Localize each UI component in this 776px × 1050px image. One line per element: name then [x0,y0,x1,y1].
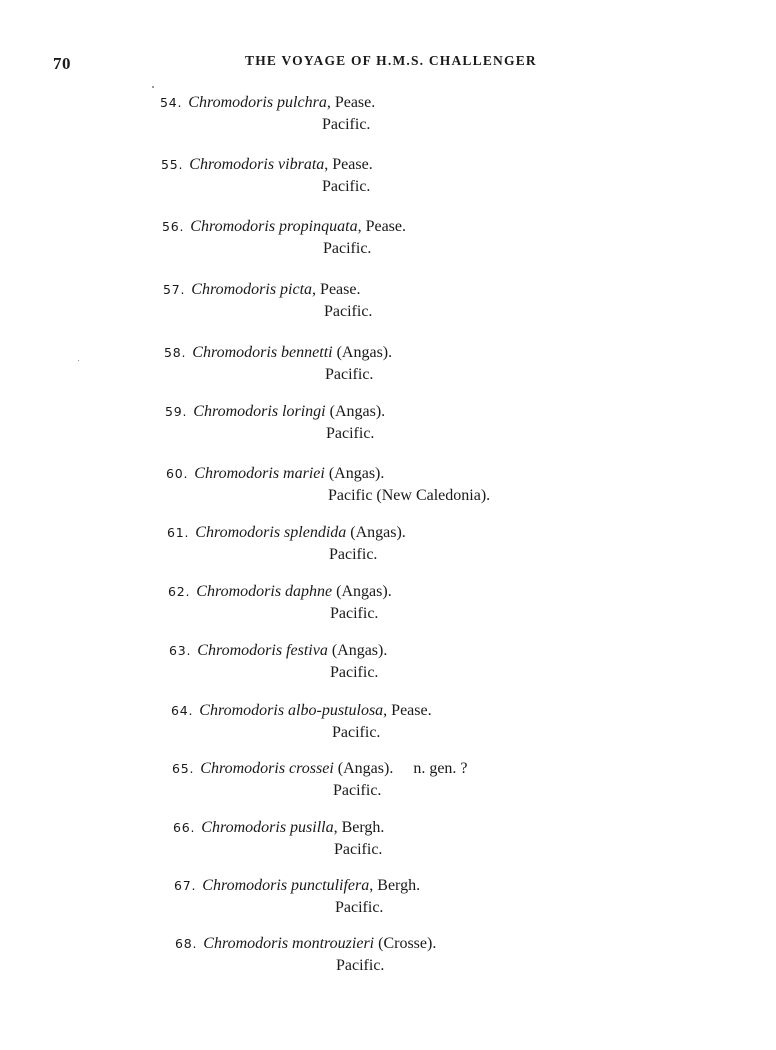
genus-name: Chromodoris [201,819,287,836]
list-item [164,342,392,386]
authority: (Crosse). [374,935,437,952]
locality: Pacific. [322,178,371,195]
genus-name: Chromodoris [199,702,285,719]
species-line [164,342,392,364]
species-name: punctulifera [291,877,370,894]
species-name: montrouzieri [292,935,375,952]
print-speck [78,360,79,361]
authority: , Bergh. [333,819,385,836]
entry-number: 63. [169,643,192,658]
authority: (Angas). [324,465,385,482]
locality: Pacific. [325,366,374,383]
authority: (Angas). [325,403,386,420]
species-name: picta [280,281,313,298]
species-name: vibrata [278,156,325,173]
page-number: 70 [53,54,71,73]
species-line [165,401,385,423]
genus-name: Chromodoris [197,642,283,659]
locality: Pacific. [330,664,379,681]
list-item [161,154,373,198]
authority: , Pease. [357,218,407,235]
authority: , Pease. [312,281,361,298]
list-item [175,933,436,977]
entry-number: 60. [166,466,189,481]
authority: (Angas). [327,642,388,659]
entry-number: 64. [171,703,194,718]
list-item [174,875,420,919]
locality: Pacific. [326,425,375,442]
genus-name: Chromodoris [191,281,277,298]
species-name: daphne [285,583,333,600]
species-name: bennetti [281,344,333,361]
list-item [162,216,406,260]
authority: (Angas). [332,344,393,361]
species-line [160,92,375,114]
species-line [163,279,360,301]
species-name: loringi [282,403,326,420]
authority: , Pease. [383,702,432,719]
authority: , Bergh. [369,877,421,894]
entry-number: 54. [160,95,183,110]
authority: , Pease. [326,94,376,111]
genus-name: Chromodoris [200,760,286,777]
species-line [167,522,406,544]
species-name: mariei [283,465,325,482]
authority: (Angas). [346,524,406,541]
species-line [162,216,406,238]
print-speck [152,86,154,88]
species-name: pulchra [277,94,327,111]
genus-name: Chromodoris [194,465,280,482]
list-item [160,92,375,136]
genus-name: Chromodoris [195,524,281,541]
species-name: propinquata [279,218,358,235]
species-line [169,640,387,662]
list-item [171,700,432,744]
species-line [173,817,384,839]
species-line [161,154,373,176]
genus-name: Chromodoris [190,218,276,235]
genus-name: Chromodoris [188,94,274,111]
list-item [165,401,385,445]
species-line [166,463,384,485]
locality: Pacific. [329,546,378,563]
locality: Pacific. [330,605,379,622]
locality: Pacific (New Caledonia). [328,487,491,504]
entry-number: 67. [174,878,197,893]
authority: , Pease. [324,156,373,173]
entry-number: 62. [168,584,191,599]
entry-number: 56. [162,219,185,234]
species-line [172,758,468,780]
species-name: pusilla [290,819,334,836]
list-item [169,640,387,684]
authority: (Angas). [333,760,394,777]
locality: Pacific. [323,240,372,257]
locality: Pacific. [336,957,385,974]
list-item [172,758,468,802]
entry-number: 59. [165,404,188,419]
genus-name: Chromodoris [192,344,278,361]
species-name: crossei [289,760,334,777]
species-line [175,933,436,955]
entry-number: 66. [173,820,196,835]
entry-number: 57. [163,282,186,297]
running-title: THE VOYAGE OF H.M.S. CHALLENGER [245,53,537,68]
species-line [171,700,432,722]
locality: Pacific. [332,724,381,741]
list-item [167,522,406,566]
species-line [174,875,420,897]
species-line [168,581,392,603]
species-name: splendida [284,524,347,541]
list-item [166,463,491,507]
locality: Pacific. [322,116,371,133]
species-name: festiva [286,642,328,659]
entry-number: 55. [161,157,184,172]
genus-name: Chromodoris [196,583,282,600]
genus-note: n. gen. ? [413,760,468,777]
genus-name: Chromodoris [203,935,289,952]
list-item [163,279,373,323]
entry-number: 58. [164,345,187,360]
list-item [168,581,392,625]
entry-number: 61. [167,525,190,540]
locality: Pacific. [335,899,384,916]
entry-number: 65. [172,761,195,776]
genus-name: Chromodoris [193,403,279,420]
genus-name: Chromodoris [202,877,288,894]
list-item [173,817,384,861]
locality: Pacific. [333,782,382,799]
authority: (Angas). [332,583,392,600]
entry-number: 68. [175,936,198,951]
species-name: albo-pustulosa [288,702,384,719]
locality: Pacific. [324,303,373,320]
locality: Pacific. [334,841,383,858]
genus-name: Chromodoris [189,156,275,173]
